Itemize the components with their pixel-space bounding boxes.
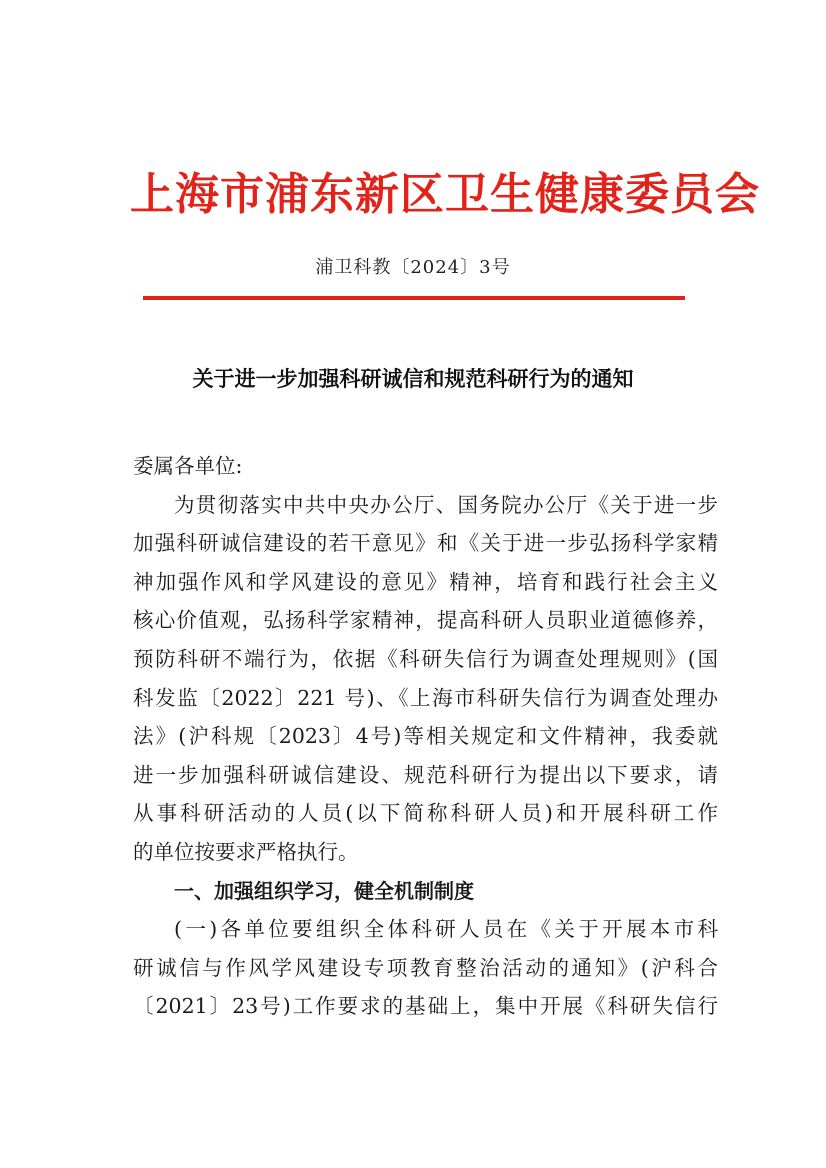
document-body (133, 447, 718, 1026)
paragraph-line: 科发监〔2022〕221 号)、《上海市科研失信行为调查处理办 (133, 685, 718, 710)
document-title: 关于进一步加强科研诚信和规范科研行为的通知 (192, 367, 634, 391)
paragraph-line: 的单位按要求严格执行。 (133, 839, 359, 864)
paragraph-line: 加强科研诚信建设的若干意见》和《关于进一步弘扬科学家精 (133, 531, 718, 556)
red-separator-line (143, 296, 685, 300)
paragraph-line: 进一步加强科研诚信建设、规范科研行为提出以下要求，请 (133, 762, 718, 787)
paragraph-line: 研诚信与作风学风建设专项教育整治活动的通知》(沪科合 (133, 955, 718, 980)
salutation: 委属各单位: (133, 454, 243, 478)
paragraph-line: 〔2021〕23号)工作要求的基础上，集中开展《科研失信行 (133, 994, 718, 1019)
paragraph-line: (一)各单位要组织全体科研人员在《关于开展本市科 (174, 917, 718, 942)
paragraph-line: 为贯彻落实中共中央办公厅、国务院办公厅《关于进一步 (174, 492, 718, 517)
issuer-masthead: 上海市浦东新区卫生健康委员会 (130, 169, 760, 220)
paragraph-line: 从事科研活动的人员(以下简称科研人员)和开展科研工作 (133, 801, 718, 826)
document-number: 浦卫科教〔2024〕3号 (315, 257, 511, 278)
section-heading: 一、加强组织学习，健全机制制度 (174, 878, 474, 903)
paragraph-line: 神加强作风和学风建设的意见》精神，培育和践行社会主义 (133, 569, 718, 594)
paragraph-line: 核心价值观，弘扬科学家精神，提高科研人员职业道德修养， (133, 608, 718, 633)
paragraph-line: 预防科研不端行为，依据《科研失信行为调查处理规则》(国 (133, 646, 718, 671)
paragraph-line: 法》(沪科规〔2023〕4号)等相关规定和文件精神，我委就 (133, 724, 718, 749)
